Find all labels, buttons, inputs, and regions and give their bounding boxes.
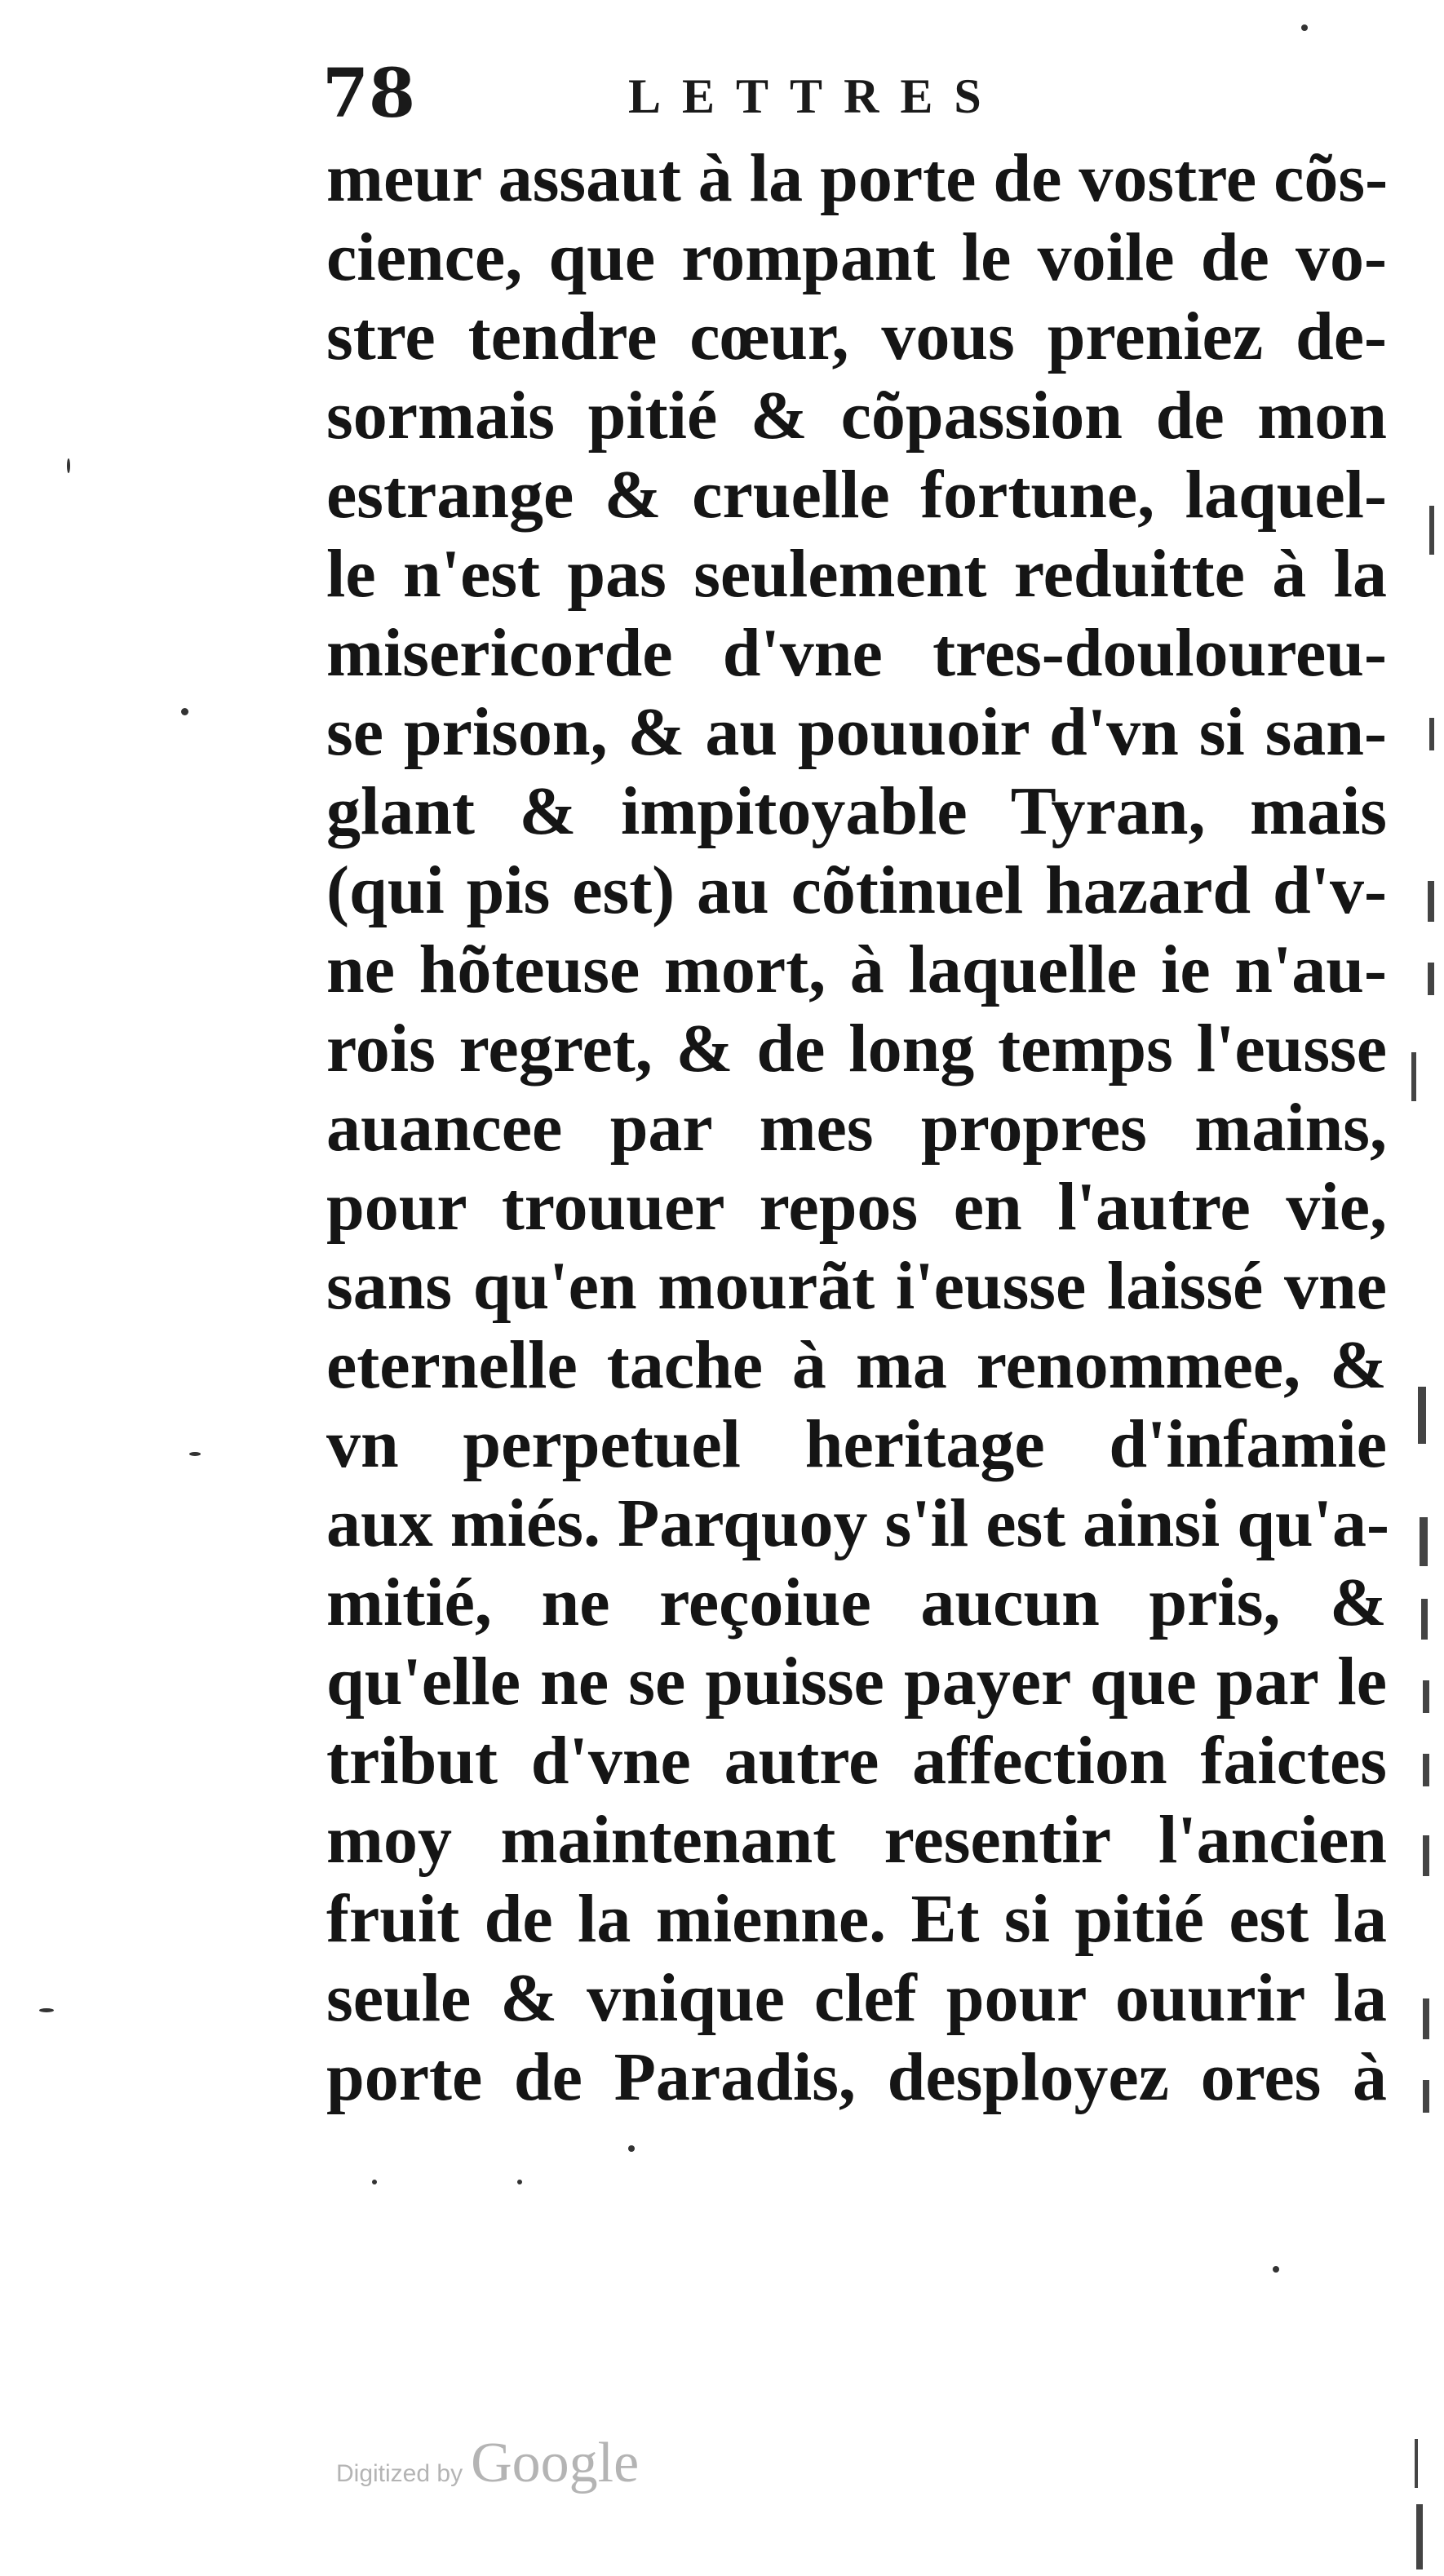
bleed-through-mark bbox=[1415, 2439, 1418, 2488]
running-head-title: LETTRES bbox=[628, 69, 1003, 123]
text-line: estrange & cruelle fortune, laquel- bbox=[326, 457, 1387, 533]
text-line: le n'est pas seulement reduitte à la bbox=[326, 536, 1387, 612]
text-line: sormais pitié & cõpassion de mon bbox=[326, 378, 1387, 454]
bleed-through-mark bbox=[1423, 1754, 1429, 1786]
text-line: auancee par mes propres mains, bbox=[326, 1090, 1387, 1166]
scan-speck bbox=[67, 458, 70, 473]
bleed-through-mark bbox=[1428, 963, 1434, 995]
scan-speck bbox=[628, 2145, 635, 2152]
bleed-through-mark bbox=[1429, 506, 1434, 555]
bleed-through-mark bbox=[1416, 2504, 1423, 2569]
running-head bbox=[322, 49, 1383, 139]
text-line: seule & vnique clef pour ouurir la bbox=[326, 1960, 1387, 2036]
scan-speck bbox=[1273, 2266, 1279, 2273]
bleed-through-mark bbox=[1421, 1599, 1428, 1640]
text-line: cience, que rompant le voile de vo- bbox=[326, 219, 1387, 295]
text-line: se prison, & au pouuoir d'vn si san- bbox=[326, 694, 1387, 770]
text-line: misericorde d'vne tres-douloureu- bbox=[326, 615, 1387, 691]
text-line: (qui pis est) au cõtinuel hazard d'v- bbox=[326, 852, 1387, 928]
bleed-through-mark bbox=[1420, 1517, 1428, 1566]
scan-speck bbox=[39, 2008, 54, 2012]
text-line: aux miés. Parquoy s'il est ainsi qu'a- bbox=[326, 1485, 1389, 1561]
bleed-through-mark bbox=[1423, 1835, 1429, 1876]
bleed-through-mark bbox=[1418, 1387, 1426, 1444]
body-text bbox=[326, 139, 1387, 2117]
text-line: tribut d'vne autre affection faictes bbox=[326, 1723, 1387, 1799]
text-line: mitié, ne reçoiue aucun pris, & bbox=[326, 1565, 1387, 1640]
bleed-through-mark bbox=[1429, 718, 1434, 750]
text-line: meur assaut à la porte de vostre cõs- bbox=[326, 140, 1389, 216]
text-line: vn perpetuel heritage d'infamie bbox=[326, 1406, 1387, 1482]
text-line: rois regret, & de long temps l'eusse bbox=[326, 1011, 1387, 1087]
scan-speck bbox=[517, 2180, 522, 2184]
text-line: moy maintenant resentir l'ancien bbox=[326, 1802, 1387, 1878]
scan-speck bbox=[181, 708, 188, 715]
bleed-through-mark bbox=[1428, 881, 1434, 922]
text-line: glant & impitoyable Tyran, mais bbox=[326, 773, 1387, 849]
scan-speck bbox=[189, 1452, 201, 1456]
digitizer-watermark bbox=[336, 2431, 639, 2504]
watermark-prefix: Digitized by bbox=[336, 2460, 463, 2487]
text-line: porte de Paradis, desployez ores à bbox=[326, 2039, 1387, 2115]
text-line: pour trouuer repos en l'autre vie, bbox=[326, 1169, 1387, 1245]
text-line: fruit de la mienne. Et si pitié est la bbox=[326, 1881, 1387, 1957]
bleed-through-mark bbox=[1411, 1052, 1416, 1101]
text-line: stre tendre cœur, vous preniez de- bbox=[326, 299, 1387, 374]
page-number: 78 bbox=[322, 55, 416, 133]
bleed-through-mark bbox=[1423, 1680, 1429, 1713]
text-line: ne hõteuse mort, à laquelle ie n'au- bbox=[326, 932, 1387, 1007]
text-line: sans qu'en mourãt i'eusse laissé vne bbox=[326, 1248, 1387, 1324]
watermark-brand: Google bbox=[471, 2432, 640, 2494]
scan-speck bbox=[372, 2180, 377, 2184]
text-line: eternelle tache à ma renommee, & bbox=[326, 1327, 1387, 1403]
scan-speck bbox=[1301, 24, 1308, 31]
text-line: qu'elle ne se puisse payer que par le bbox=[326, 1644, 1387, 1720]
bleed-through-mark bbox=[1423, 2080, 1429, 2113]
bleed-through-mark bbox=[1423, 1998, 1429, 2039]
